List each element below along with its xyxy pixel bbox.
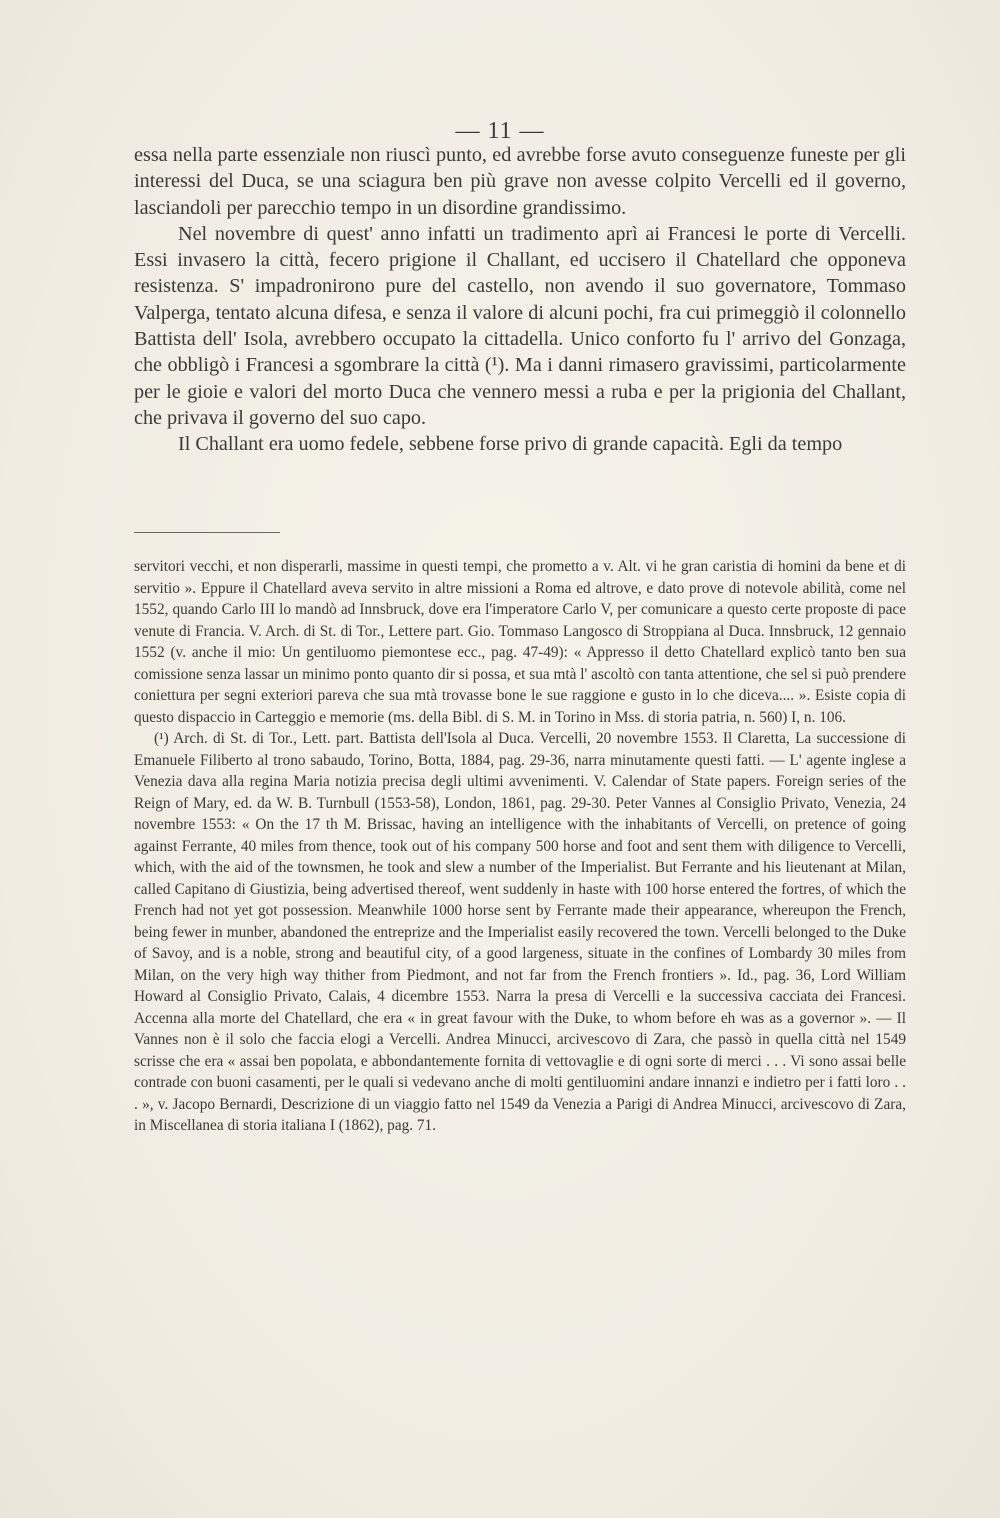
body-paragraph-2: Nel novembre di quest' anno infatti un tradimento aprì ai Francesi le porte di Vercelli. Essi invasero la città, fecero prigione il Challant, ed uccisero il Chatellard che opponeva resistenza. S' impadronirono pure del castello, non avendo il suo governatore, Tommaso Valperga, tentato alcuna difesa, e senza il valore di alcuni pochi, fra cui primeggiò il colonnello Battista dell' Isola, avrebbero occupato la cittadella. Unico conforto fu l' arrivo del Gonzaga, che obbligò i Francesi a sgombrare la città (¹). Ma i danni rimasero gravissimi, particolarmente per le gioie e valori del morto Duca che vennero messi a ruba e per la prigionia del Challant, che privava il governo del suo capo. [134,222,906,429]
footnote-continuation: servitori vecchi, et non disperarli, massime in questi tempi, che prometto a v. Alt. vi he gran caristia di homini da bene et di servitio ». Eppure il Chatellard aveva servito in altre missioni a Roma ed altrove, e dato prove di notevole abilità, come nel 1552, quando Carlo III lo mandò ad Innsbruck, dove era l'imperatore Carlo V, per comunicare a questo certe proposte di pace venute di Francia. V. Arch. di St. di Tor., Lettere part. Gio. Tommaso Langosco di Stroppiana al Duca. Innsbruck, 12 gennaio 1552 (v. anche il mio: Un gentiluomo piemontese ecc., pag. 47-49): « Appresso il detto Chatellard explicò tanto ben sua comissione senza lassar un minimo ponto quanto dir si possa, et sua mtà l' ascoltò con tanta attentione, che sel si può prendere coniettura per segni exteriori pareva che sua mtà trovasse bone le sue raggione e gusto in lo che diceva.... ». Esiste copia di questo dispaccio in Carteggio e memorie (ms. della Bibl. di S. M. in Torino in Mss. di storia patria, n. 560) I, n. 106. [134,558,906,726]
body-paragraph-3: Il Challant era uomo fedele, sebbene forse privo di grande capacità. Egli da tempo [178,433,843,456]
main-text [134,142,906,458]
footnote-divider [134,532,280,533]
footnotes [134,556,906,1137]
body-paragraph-1: essa nella parte essenziale non riuscì punto, ed avrebbe forse avuto conseguenze funeste per gli interessi del Duca, se una sciagura ben più grave non avesse colpito Vercelli ed il governo, lasciandoli per parecchio tempo in un disordine grandissimo. [134,144,906,219]
footnote-1: (¹) Arch. di St. di Tor., Lett. part. Battista dell'Isola al Duca. Vercelli, 20 novembre 1553. Il Claretta, La successione di Emanuele Filiberto al trono sabaudo, Torino, Botta, 1884, pag. 29-36, narra minutamente questi fatti. — L' agente inglese a Venezia dava alla regina Maria notizia precisa degli ultimi avvenimenti. V. Calendar of State papers. Foreign series of the Reign of Mary, ed. da W. B. Turnbull (1553-58), London, 1861, pag. 29-30. Peter Vannes al Consiglio Privato, Venezia, 24 novembre 1553: « On the 17 th M. Brissac, having an intelligence with the inhabitants of Vercelli, on pretence of going against Ferrante, 40 miles from thence, took out of his company 500 horse and foot and sent them with diligence to Vercelli, which, with the aid of the townsmen, he took and slew a number of the Imperialist. But Ferrante and his lieutenant at Milan, called Capitano di Giustizia, being advertised thereof, went suddenly in haste with 100 horse entered the fortres, of which the French had not yet got possession. Meanwhile 1000 horse sent by Ferrante made their appearance, whereupon the French, being fewer in munber, abandoned the entreprize and the Imperialist easily recovered the town. Vercelli belonged to the Duke of Savoy, and is a noble, strong and beautiful city, of a good largeness, situate in the confines of Lombardy 30 miles from Milan, on the very high way thither from Piedmont, and not far from the French frontiers ». Id., pag. 36, Lord William Howard al Consiglio Privato, Calais, 4 dicembre 1553. Narra la presa di Vercelli e la successiva cacciata dei Francesi. Accenna alla morte del Chatellard, che era « in great favour with the Duke, to whom before eh was as a governor ». — Il Vannes non è il solo che faccia elogi a Vercelli. Andrea Minucci, arcivescovo di Zara, che passò in quella città nel 1549 scrisse che era « assai ben popolata, e abbondantemente fornita di vettovaglie e di ogni sorte di merci . . . Vi sono assai belle contrade con buoni casamenti, per le quali si vedevano anche di molti gentiluomini andare innanzi e indietro per i fatti loro . . . », v. Jacopo Bernardi, Descrizione di un viaggio fatto nel 1549 da Venezia a Parigi di Andrea Minucci, arcivescovo di Zara, in Miscellanea di storia italiana I (1862), pag. 71. [134,730,906,1134]
page-number: — 11 — [455,118,545,144]
